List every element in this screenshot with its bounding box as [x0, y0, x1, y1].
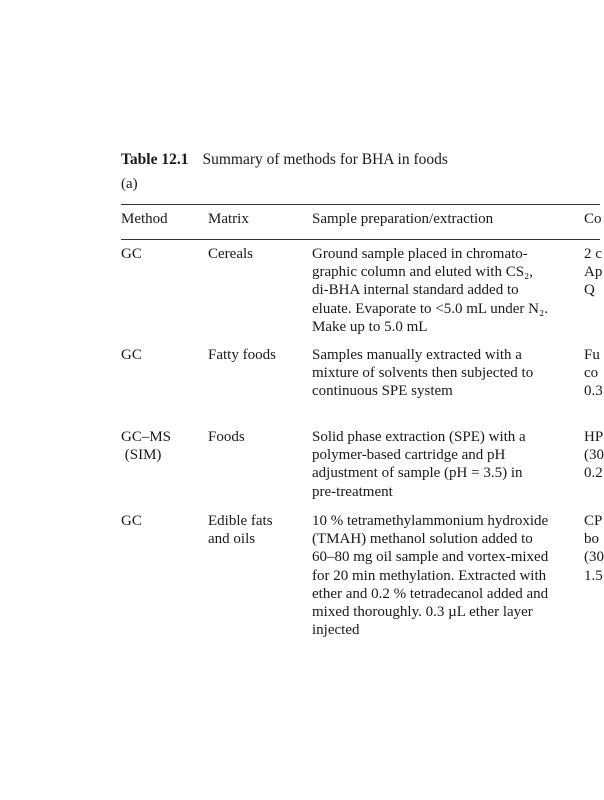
header-method: Method	[121, 211, 168, 227]
table-row-4-preparation: 10 % tetramethylammonium hydroxide (TMAH) methanol solution added to 60–80 mg oil sample and vortex-mixed for 20 min methylation. Extracted with ether and 0.2 % tetradecanol added and mixed thoroughly. 0.3 µL ether layer injected	[312, 513, 549, 639]
table-row-2-matrix: Fatty foods	[208, 347, 276, 363]
table-row-2-conditions: Fu co 0.3	[584, 347, 603, 400]
table-row-2-method: GC	[121, 347, 142, 363]
table-row-3-matrix: Foods	[208, 429, 245, 445]
header-conditions: Co	[584, 211, 602, 227]
table-row-1-method: GC	[121, 246, 142, 262]
table-row-1-conditions: 2 c Ap Q	[584, 246, 603, 299]
table-row-4-conditions: CP bo (30 1.5	[584, 513, 604, 584]
table-row-4-matrix: Edible fats and oils	[208, 513, 273, 548]
table-row-4-method: GC	[121, 513, 142, 529]
table-top-rule	[121, 204, 600, 205]
table-number: Table 12.1	[121, 151, 189, 168]
table-title: Summary of methods for BHA in foods	[202, 151, 448, 168]
header-matrix: Matrix	[208, 211, 249, 227]
table-header-rule	[121, 239, 600, 240]
header-sample-preparation: Sample preparation/extraction	[312, 211, 494, 227]
table-row-2-preparation: Samples manually extracted with a mixture of solvents then subjected to continuous SPE system	[312, 347, 534, 400]
table-row-1-preparation: Ground sample placed in chromato- graphic column and eluted with CS₂, di-BHA internal standard added to eluate. Evaporate to <5.0 mL under N₂. Make up to 5.0 mL	[312, 246, 548, 335]
table-row-3-method: GC–MS (SIM)	[121, 429, 172, 464]
table-caption	[121, 151, 448, 169]
table-row-3-conditions: HP (30 0.2	[584, 429, 604, 482]
table-part-label: (a)	[121, 176, 138, 192]
table-row-1-matrix: Cereals	[208, 246, 253, 262]
table-row-3-preparation: Solid phase extraction (SPE) with a polymer-based cartridge and pH adjustment of sample (pH = 3.5) in pre-treatment	[312, 429, 526, 500]
